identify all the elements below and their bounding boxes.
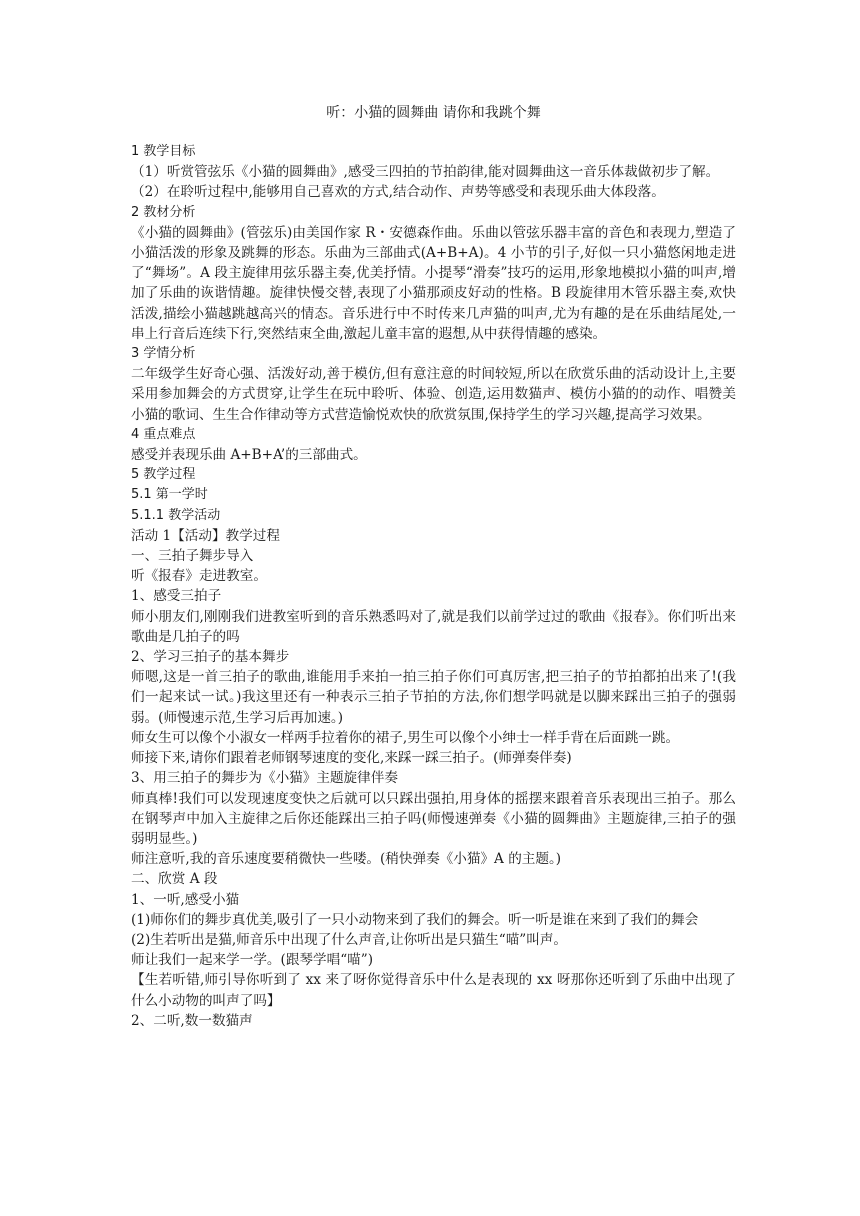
paragraph: 听《报春》走进教室。: [131, 568, 267, 585]
paragraph: (2)生若听出是猫,师音乐中出现了什么声音,让你听出是只猫生“喵”叫声。: [131, 931, 568, 948]
paragraph: （1）听赏管弦乐《小猫的圆舞曲》,感受三四拍的节拍韵律,能对圆舞曲这一音乐体裁做初步了解。: [131, 164, 720, 181]
paragraph: 师女生可以像个小淑女一样两手拉着你的裙子,男生可以像个小绅士一样手背在后面跳一跳。: [131, 729, 680, 746]
paragraph: 一、三拍子舞步导入: [131, 548, 254, 565]
document-body: [131, 142, 736, 1031]
paragraph: 2、学习三拍子的基本舞步: [131, 649, 290, 666]
paragraph: 感受并表现乐曲 A+B+A’的三部曲式。: [131, 447, 367, 464]
paragraph: （2）在聆听过程中,能够用自己喜欢的方式,结合动作、声势等感受和表现乐曲大体段落。: [131, 184, 665, 201]
section-heading: 5 教学过程: [131, 467, 196, 483]
paragraph: 2、二听,数一数猫声: [131, 1012, 253, 1029]
section-heading: 5.1 第一学时: [131, 487, 208, 503]
paragraph: 二年级学生好奇心强、活泼好动,善于模仿,但有意注意的时间较短,所以在欣赏乐曲的活动设计上,主要采用参加舞会的方式贯穿,让学生在玩中聆听、体验、创造,运用数猫声、模仿小猫的的动作、唱赞美小猫的歌词、生生合作律动等方式营造愉悦欢快的欣赏氛围,保持学生的学习兴趣,提高学习效果。: [131, 366, 736, 423]
paragraph: 师让我们一起来学一学。(跟琴学唱“喵”): [131, 952, 374, 969]
section-heading: 2 教材分析: [131, 204, 196, 220]
paragraph: 二、欣赏 A 段: [131, 871, 218, 888]
document-title: 听：小猫的圆舞曲 请你和我跳个舞: [326, 105, 541, 121]
paragraph: 师接下来,请你们跟着老师钢琴速度的变化,来踩一踩三拍子。(师弹奏伴奏): [131, 750, 572, 767]
paragraph: 活动 1【活动】教学过程: [131, 527, 280, 544]
paragraph: 师真棒!我们可以发现速度变快之后就可以只踩出强拍,用身体的摇摆来跟着音乐表现出三拍子。那么在钢琴声中加入主旋律之后你还能踩出三拍子吗(师慢速弹奏《小猫的圆舞曲》主题旋律,三拍子的强弱明显些。): [131, 790, 736, 847]
paragraph: 师嗯,这是一首三拍子的歌曲,谁能用手来拍一拍三拍子你们可真厉害,把三拍子的节拍都拍出来了!(我们一起来试一试。)我这里还有一种表示三拍子节拍的方法,你们想学吗就是以脚来踩出三拍子的强弱弱。(师慢速示范,生学习后再加速。): [131, 669, 736, 726]
paragraph: (1)师你们的舞步真优美,吸引了一只小动物来到了我们的舞会。听一听是谁在来到了我们的舞会: [131, 911, 699, 928]
paragraph: 1、感受三拍子: [131, 588, 222, 605]
section-heading: 5.1.1 教学活动: [131, 507, 221, 523]
section-heading: 4 重点难点: [131, 426, 196, 442]
paragraph: 【生若听错,师引导你听到了 xx 来了呀你觉得音乐中什么是表现的 xx 呀那你还听到了乐曲中出现了什么小动物的叫声了吗】: [131, 972, 736, 1009]
section-heading: 1 教学目标: [131, 144, 196, 159]
paragraph: 师小朋友们,刚刚我们进教室听到的音乐熟悉吗对了,就是我们以前学过过的歌曲《报春》。你们听出来歌曲是几拍子的吗: [131, 608, 736, 645]
paragraph: 《小猫的圆舞曲》(管弦乐)由美国作家 R・安德森作曲。乐曲以管弦乐器丰富的音色和表现力,塑造了小猫活泼的形象及跳舞的形态。乐曲为三部曲式(A+B+A)。4 小节的引子,好似一只小猫悠闲地走进了“舞场”。A 段主旋律用弦乐器主奏,优美抒情。小提琴“滑奏”技巧的运用,形象地模拟小猫的叫声,增加了乐曲的诙谐情趣。旋律快慢交替,表现了小猫那顽皮好动的性格。B 段旋律用木管乐器主奏,欢快活泼,描绘小猫越跳越高兴的情态。音乐进行中不时传来几声猫的叫声,尤为有趣的是在乐曲结尾处,一串上行音后连续下行,突然结束全曲,激起儿童丰富的遐想,从中获得情趣的感染。: [131, 224, 736, 342]
paragraph: 3、用三拍子的舞步为《小猫》主题旋律伴奏: [131, 770, 398, 787]
paragraph: 1、一听,感受小猫: [131, 891, 240, 908]
paragraph: 师注意听,我的音乐速度要稍微快一些喽。(稍快弹奏《小猫》A 的主题。): [131, 851, 562, 868]
section-heading: 3 学情分析: [131, 346, 196, 362]
